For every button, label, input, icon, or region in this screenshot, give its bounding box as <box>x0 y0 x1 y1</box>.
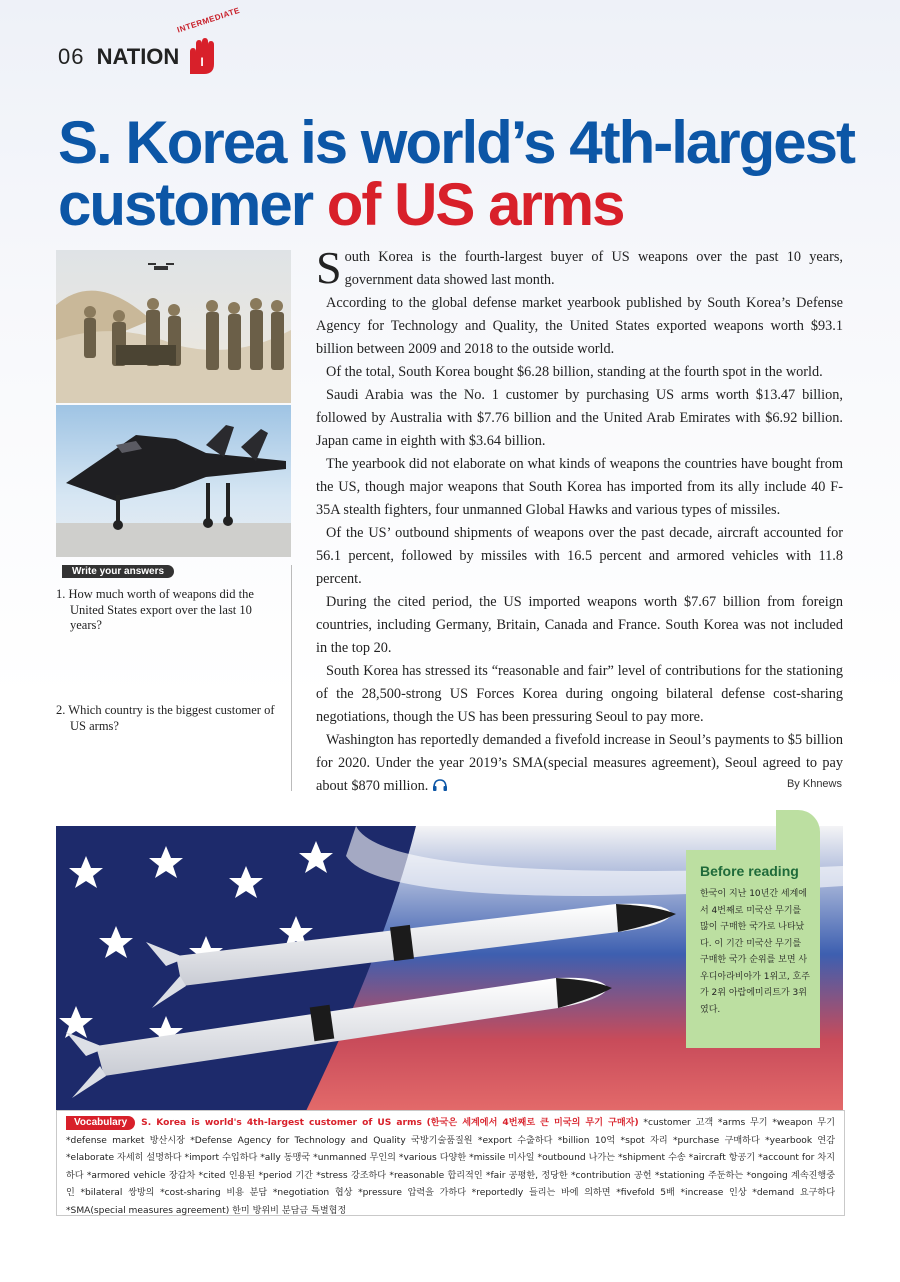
article-paragraph: During the cited period, the US imported weapons worth $7.67 billion from foreign countries, including Germany, Britain, Canada and France. South Korea was not included in the top 20. <box>316 594 843 656</box>
article-paragraph: Of the US’ outbound shipments of weapons over the past decade, aircraft accounted for 56.1 percent, followed by missiles with 16.5 percent and armored vehicles with 11.8 percent. <box>316 525 843 587</box>
headphone-icon[interactable] <box>432 778 448 792</box>
page-header <box>58 44 179 70</box>
section-label: NATION <box>96 44 180 69</box>
before-reading-tab <box>776 810 820 854</box>
soldiers-with-drone-photo <box>56 250 291 403</box>
dropcap: S <box>316 242 342 293</box>
question-2: 2. Which country is the biggest customer of US arms? <box>56 703 275 733</box>
article-paragraph: South Korea has stressed its “reasonable and fair” level of contributions for the stationing of the 28,500-strong US Forces Korea during ongoing bilateral defense cost-sharing negotiations, though the US has been pressuring Seoul to pay more. <box>316 663 843 725</box>
article-paragraph: Washington has reportedly demanded a fivefold increase in Seoul’s payments to $5 billion for 2020. Under the year 2019’s SMA(special measures agreement), Seoul agreed to pay about $870 million. <box>316 732 843 794</box>
article-paragraph: South Korea is the fourth-largest buyer of US weapons over the past 10 years, government data showed last month. <box>316 242 843 293</box>
level-label: INTERMEDIATE <box>176 5 241 35</box>
byline: By Khnews <box>786 778 842 790</box>
answers-tag: Write your answers <box>62 565 174 578</box>
article-paragraph: According to the global defense market yearbook published by South Korea’s Defense Agency for Technology and Quality, the United States exported weapons worth $93.1 billion between 2009 and 2018 to the outside world. <box>316 295 843 357</box>
page-number: 06 <box>58 44 85 69</box>
article-paragraph: Of the total, South Korea bought $6.28 billion, standing at the fourth spot in the world. <box>326 364 823 380</box>
intermediate-hand-icon <box>174 28 230 78</box>
level-letter: I <box>200 55 204 69</box>
question-1: 1. How much worth of weapons did the United States export over the last 10 years? <box>56 587 254 632</box>
vocabulary-terms: *customer 고객 *arms 무기 *weapon 무기 *defense market 방산시장 *Defense Agency for Technology and Quality 국방기술품질원 *export 수출하다 *billion 10억 *spot 자리 *purchase 구매하다 *yearbook 연감 *elaborate 자세히 설명하다 *import 수입하다 *ally 동맹국 *unmanned 무인의 *various 다양한 *missile 미사일 *outbound 나가는 *shipment 수송 *aircraft 항공기 *account for 차지하다 *armored vehicle 장갑차 *cited 인용된 *period 기간 *stress 강조하다 *reasonable 합리적인 *fair 공평한, 정당한 *contribution 공헌 *stationing 주둔하는 *ongoing 계속진행중인 *bilateral 쌍방의 *cost-sharing 비용 분담 *negotiation 협상 *pressure 압력을 가하다 *reportedly 들리는 바에 의하면 *fivefold 5배 *increase 인상 *demand 요구하다 *SMA(special measures agreement) 한미 방위비 분담금 특별협정 <box>66 1118 835 1216</box>
before-reading-body: 한국이 지난 10년간 세계에서 4번째로 미국산 무기를 많이 구매한 국가로 나타났다. 이 기간 미국산 무기를 구매한 국가 순위를 보면 사우디아라비아가 1위고, 호주가 2위 아랍에미리트가 3위였다. <box>700 889 810 1015</box>
vocabulary-box <box>56 1110 845 1216</box>
article-paragraph: The yearbook did not elaborate on what kinds of weapons the countries have bought from the US, though major weapons that South Korea has imported from its ally include 40 F-35A stealth fighters, four unmanned Global Hawks and various types of missiles. <box>316 456 843 518</box>
page-title <box>58 109 858 238</box>
headline-part1: S. Korea is world’s 4th-largest customer <box>58 109 855 238</box>
before-reading-title: Before reading <box>700 863 799 879</box>
vocabulary-headline-ko: (한국은 세계에서 4번째로 큰 미국의 무기 구매자) <box>426 1118 639 1128</box>
vocabulary-tag: Vocabulary <box>66 1116 135 1130</box>
vocabulary-headline-en: S. Korea is world's 4th-largest customer of US arms <box>141 1118 422 1128</box>
article-body <box>316 242 843 798</box>
article-paragraph: Saudi Arabia was the No. 1 customer by purchasing US arms worth $13.47 billion, followed by Australia with $7.76 billion and the United Arab Emirates with $6.92 billion. Japan came in eighth with $3.64 billion. <box>316 387 843 449</box>
headline-part2: of US arms <box>326 171 624 238</box>
write-your-answers-box <box>56 565 292 791</box>
stealth-fighter-jet-photo <box>56 405 291 557</box>
